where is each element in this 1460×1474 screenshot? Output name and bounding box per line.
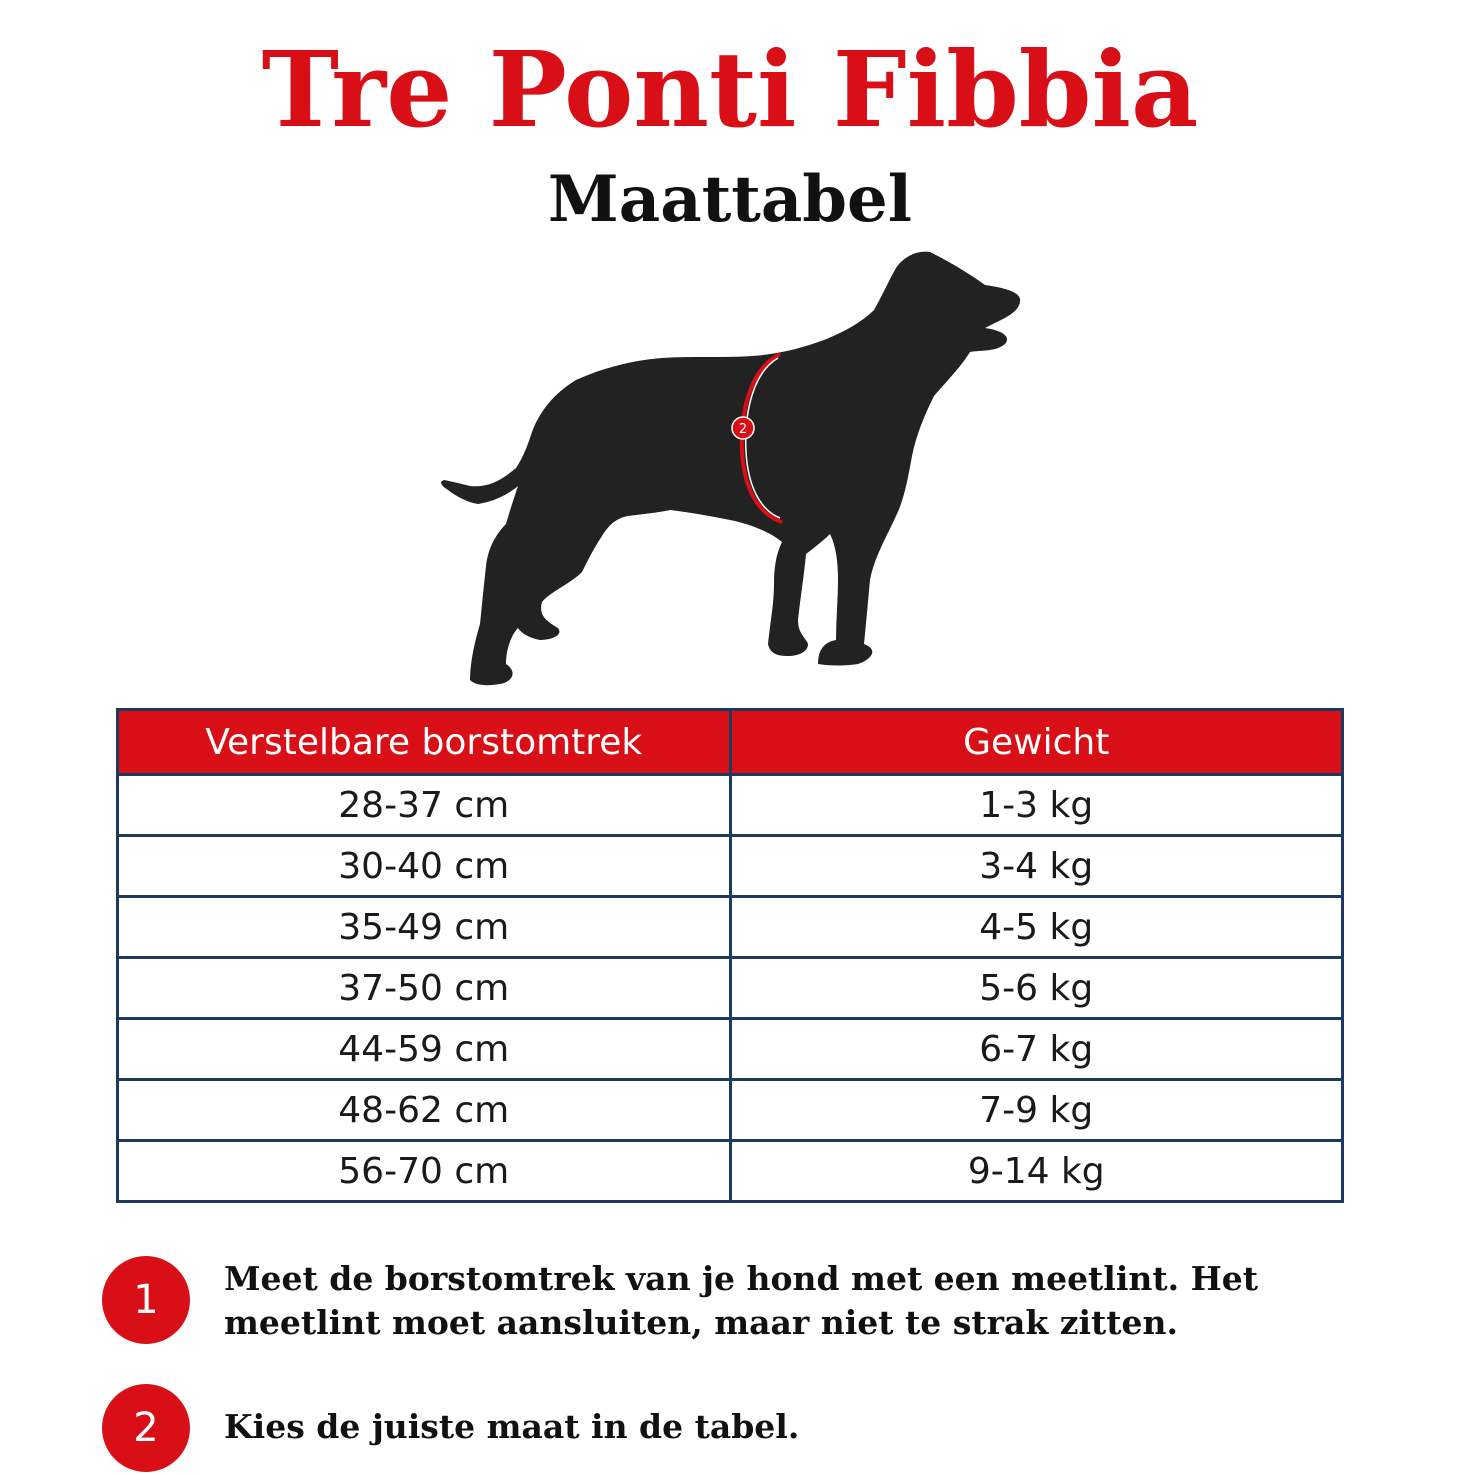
chest-cell: 56-70 cm (118, 1141, 731, 1202)
weight-cell: 1-3 kg (730, 775, 1343, 836)
chest-cell: 48-62 cm (118, 1080, 731, 1141)
weight-cell: 9-14 kg (730, 1141, 1343, 1202)
table-row (118, 1141, 1343, 1202)
table-row (118, 1080, 1343, 1141)
measure-marker-label: 2 (738, 422, 748, 437)
chest-cell: 30-40 cm (118, 836, 731, 897)
weight-cell: 5-6 kg (730, 958, 1343, 1019)
table-row (118, 775, 1343, 836)
chest-cell: 44-59 cm (118, 1019, 731, 1080)
column-header-chest: Verstelbare borstomtrek (118, 710, 731, 775)
dog-silhouette-icon (430, 240, 1030, 690)
step-instruction-line: meetlint moet aansluiten, maar niet te strak zitten. (224, 1303, 1178, 1342)
column-header-weight: Gewicht (730, 710, 1343, 775)
page-title: Tre Ponti Fibbia (261, 28, 1199, 151)
table-row (118, 836, 1343, 897)
step-1 (102, 1256, 1402, 1356)
step-instruction-line: Meet de borstomtrek van je hond met een meetlint. Het (224, 1259, 1259, 1298)
size-table (116, 708, 1344, 1203)
weight-cell: 4-5 kg (730, 897, 1343, 958)
page-subtitle: Maattabel (547, 162, 913, 237)
step-number-badge: 1 (102, 1256, 190, 1344)
step-2 (102, 1384, 1402, 1474)
chest-cell: 28-37 cm (118, 775, 731, 836)
table-row (118, 1019, 1343, 1080)
weight-cell: 3-4 kg (730, 836, 1343, 897)
chest-cell: 37-50 cm (118, 958, 731, 1019)
chest-cell: 35-49 cm (118, 897, 731, 958)
step-number-badge: 2 (102, 1384, 190, 1472)
weight-cell: 6-7 kg (730, 1019, 1343, 1080)
weight-cell: 7-9 kg (730, 1080, 1343, 1141)
table-row (118, 897, 1343, 958)
table-header-row (118, 710, 1343, 775)
dog-body (441, 252, 1020, 686)
table-row (118, 958, 1343, 1019)
step-instruction-line: Kies de juiste maat in de tabel. (224, 1407, 800, 1446)
